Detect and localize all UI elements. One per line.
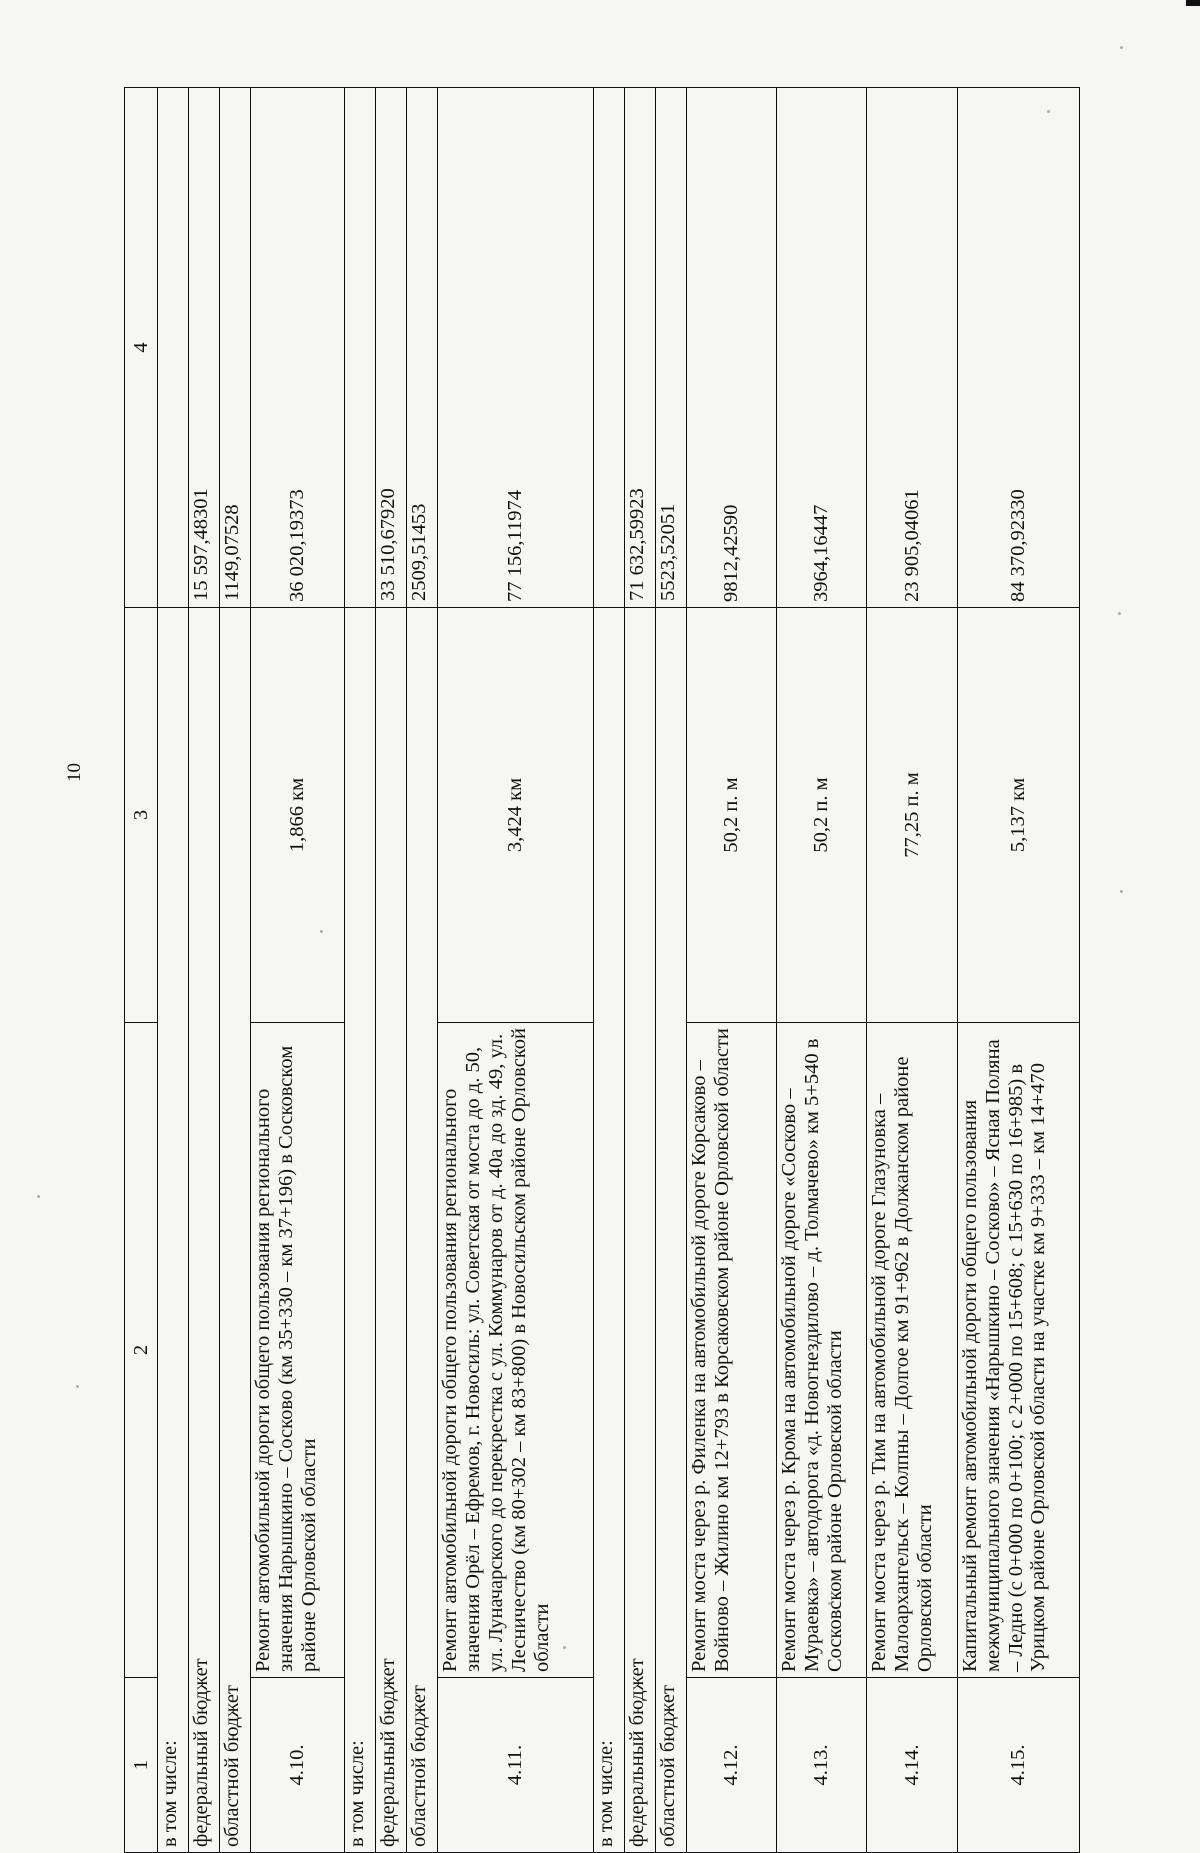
item-length: 77,25 п. м (867, 608, 957, 1023)
item-number: 4.15. (957, 1678, 1079, 1853)
column-header-3: 3 (125, 608, 158, 1023)
item-cost: 3964,16447 (777, 88, 867, 608)
subtotal-value (345, 88, 376, 608)
column-header-4: 4 (125, 88, 158, 608)
item-number: 4.14. (867, 1678, 957, 1853)
subtotal-value: 71 632,59923 (625, 88, 656, 608)
subtotal-row (594, 88, 625, 1853)
rotated-table-container (124, 88, 1080, 1853)
item-description: Ремонт моста через р. Филенка на автомобильной дороге Корсаково – Войново – Жилино км 12+793 в Корсаковском районе Орловской области (686, 1023, 776, 1678)
item-description: Ремонт автомобильной дороги общего пользования регионального значения Нарышкино – Сосково (км 35+330 – км 37+196) в Сосковском районе Орловской области (250, 1023, 345, 1678)
subtotal-row (188, 88, 219, 1853)
table-row (686, 88, 776, 1853)
subtotal-label: в том числе: (594, 1678, 625, 1853)
scan-edge-mark (1186, 0, 1200, 6)
item-number: 4.11. (437, 1678, 594, 1853)
subtotal-value: 2509,51453 (407, 88, 438, 608)
empty-cell (376, 608, 407, 1678)
subtotal-label: областной бюджет (407, 1678, 438, 1853)
item-description: Ремонт моста через р. Тим на автомобильной дороге Глазуновка – Малоархангельск – Колпны – Долгое км 91+962 в Должанском районе Орловской области (867, 1023, 957, 1678)
subtotal-value: 15 597,48301 (188, 88, 219, 608)
subtotal-value: 33 510,67920 (376, 88, 407, 608)
item-number: 4.13. (777, 1678, 867, 1853)
subtotal-label: в том числе: (158, 1678, 189, 1853)
item-description: Ремонт автомобильной дороги общего пользования регионального значения Орёл – Ефремов, г. Новосиль: ул. Советская от моста до д. 50, ул. Луначарского до перекрестка с ул. Коммунаров от д. 40а до зд. 49, ул. Лесничество (км 80+302 – км 83+800) в Новосильском районе Орловской области (437, 1023, 594, 1678)
table-row (777, 88, 867, 1853)
subtotal-value: 5523,52051 (656, 88, 687, 608)
column-header-2: 2 (125, 1023, 158, 1678)
scan-speck (76, 1385, 79, 1388)
empty-cell (158, 608, 189, 1678)
column-header-1: 1 (125, 1678, 158, 1853)
empty-cell (345, 608, 376, 1678)
empty-cell (594, 608, 625, 1678)
empty-cell (188, 608, 219, 1678)
table-row (250, 88, 345, 1853)
empty-cell (407, 608, 438, 1678)
subtotal-label: федеральный бюджет (188, 1678, 219, 1853)
item-length: 5,137 км (957, 608, 1079, 1023)
subtotal-label: областной бюджет (219, 1678, 250, 1853)
column-number-header-row (125, 88, 158, 1853)
subtotal-row (656, 88, 687, 1853)
table-row (957, 88, 1079, 1853)
item-length: 50,2 п. м (686, 608, 776, 1023)
subtotal-row (219, 88, 250, 1853)
item-cost: 77 156,11974 (437, 88, 594, 608)
empty-cell (656, 608, 687, 1678)
item-cost: 23 905,04061 (867, 88, 957, 608)
subtotal-label: областной бюджет (656, 1678, 687, 1853)
empty-cell (625, 608, 656, 1678)
table-row (867, 88, 957, 1853)
subtotal-value (594, 88, 625, 608)
page-number: 10 (64, 763, 85, 782)
subtotal-row (407, 88, 438, 1853)
item-description: Капитальный ремонт автомобильной дороги общего пользования межмуниципального значения «Нарышкино – Сосково» – Ясная Поляна – Ледно (с 0+000 по 0+100; с 2+000 по 15+608; с 15+630 по 16+985) в Урицком районе Орловской области на участке км 9+333 – км 14+470 (957, 1023, 1079, 1678)
table-row (437, 88, 594, 1853)
subtotal-row (158, 88, 189, 1853)
empty-cell (219, 608, 250, 1678)
scan-speck (1118, 612, 1121, 615)
road-repair-budget-table (124, 87, 1080, 1853)
scan-speck (1120, 890, 1123, 893)
scan-speck (37, 1195, 40, 1198)
subtotal-row (376, 88, 407, 1853)
subtotal-row (345, 88, 376, 1853)
subtotal-row (625, 88, 656, 1853)
subtotal-value: 1149,07528 (219, 88, 250, 608)
item-description: Ремонт моста через р. Крома на автомобильной дороге «Сосково – Мураевка» – автодорога «д. Новогнездилово – д. Толмачево» км 5+540 в Сосковском районе Орловской области (777, 1023, 867, 1678)
subtotal-label: федеральный бюджет (625, 1678, 656, 1853)
subtotal-label: в том числе: (345, 1678, 376, 1853)
item-cost: 9812,42590 (686, 88, 776, 608)
item-cost: 36 020,19373 (250, 88, 345, 608)
item-length: 50,2 п. м (777, 608, 867, 1023)
item-number: 4.12. (686, 1678, 776, 1853)
subtotal-value (158, 88, 189, 608)
item-cost: 84 370,92330 (957, 88, 1079, 608)
subtotal-label: федеральный бюджет (376, 1678, 407, 1853)
item-number: 4.10. (250, 1678, 345, 1853)
item-length: 1,866 км (250, 608, 345, 1023)
scan-speck (1120, 46, 1123, 49)
item-length: 3,424 км (437, 608, 594, 1023)
